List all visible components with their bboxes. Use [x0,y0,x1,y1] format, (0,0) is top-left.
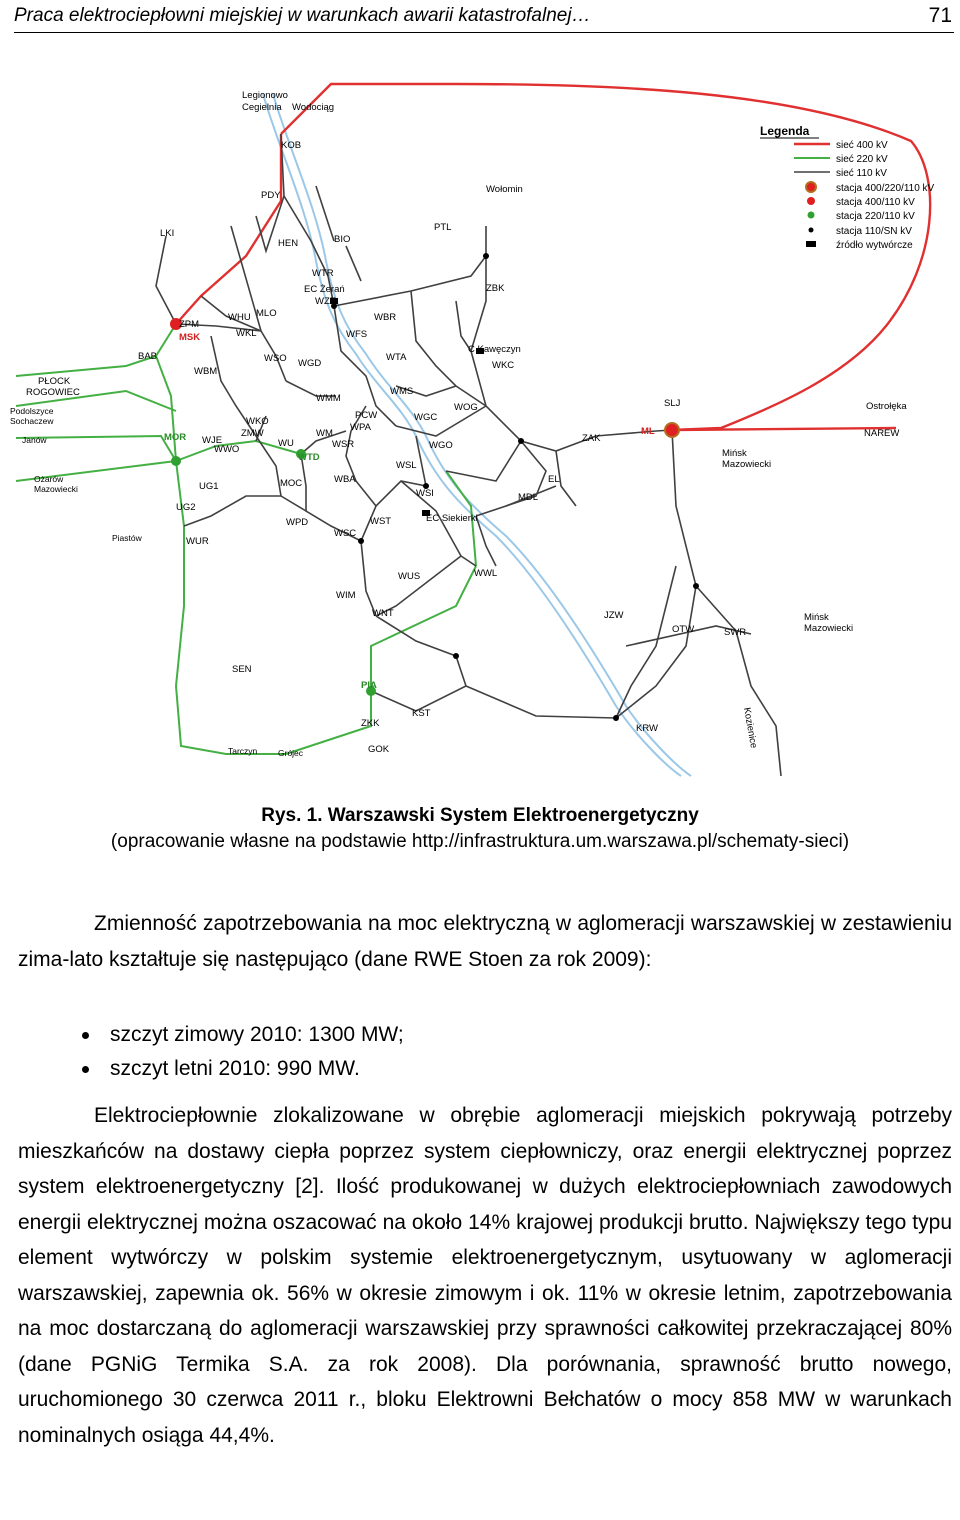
page-number: 71 [928,4,952,27]
label-pia: PIA [361,680,377,691]
label-bab: BAB [138,351,158,362]
label-wwl: WWL [474,568,498,579]
label-wwo: WWO [214,444,240,455]
legend-220kv-label: sieć 220 kV [836,154,888,165]
label-gok: GOK [368,744,390,755]
label-zpm: ZPM [179,319,200,330]
label-wba: WBA [334,474,356,485]
label-wodociag: Wodociąg [292,102,335,113]
bullet-list [78,1018,404,1086]
power-grid-map [10,86,946,776]
label-cegielnia: Cegielnia [242,102,282,113]
label-wus: WUS [398,571,421,582]
label-ozarow: Ożarów [34,474,64,484]
label-wmm: WMM [316,393,341,404]
label-wgo: WGO [429,440,453,451]
label-wtd: WTD [298,452,320,463]
legend-station-400-110-icon [807,197,815,205]
page-header [14,2,954,33]
label-bio: BIO [334,234,351,245]
label-pcw: PCW [355,410,378,421]
label-wze: WZE [315,296,337,307]
label-wtr: WTR [312,268,334,279]
station-110-otw [613,715,619,721]
label-wgd: WGD [298,358,322,369]
label-otw: OTW [672,624,695,635]
legend-title: Legenda [760,124,810,138]
label-wkc: WKC [492,360,515,371]
label-hen: HEN [278,238,299,249]
label-rogowiec: ROGOWIEC [26,387,80,398]
label-legionowo: Legionowo [242,90,288,101]
label-mlo: MLO [256,308,277,319]
body-paragraph-1: Zmienność zapotrzebowania na moc elektryczną w aglomeracji warszawskiej w zestawieniu zima-lato kształtuje się następująco (dane RWE Stoen za rok 2009): [18,912,952,971]
label-moc: MOC [280,478,303,489]
label-zmw: ZMW [241,428,264,439]
label-wbr: WBR [374,312,397,323]
label-wolomin: Wołomin [486,184,523,195]
label-wpd: WPD [286,517,309,528]
label-wur: WUR [186,536,209,547]
legend-station-110-sn-label: stacja 110/SN kV [836,226,912,237]
station-110-mdl [518,438,524,444]
legend-110kv-label: sieć 110 kV [836,168,887,179]
label-wta: WTA [386,352,407,363]
label-piastow: Piastów [112,533,142,543]
label-narew: NAREW [864,428,900,439]
label-mazowiecki: Mazowiecki [34,484,78,494]
label-pdy: PDY [261,190,281,201]
station-110-wnt [453,653,459,659]
label-wso: WSO [264,353,287,364]
label-wgc: WGC [414,412,438,423]
legend-station-220-110-label: stacja 220/110 kV [836,211,915,222]
label-podleszyce: Podolszyce [10,406,54,416]
label-wje: WJE [202,435,223,446]
label-kst: KST [412,708,431,719]
map-labels [10,90,907,758]
label-zkk: ZKK [361,718,380,729]
body-paragraph-2: Elektrociepłownie zlokalizowane w obrębie aglomeracji miejskich pokrywają potrzeby mieszkańców na dostawy ciepła poprzez system ciepłowniczy, oraz energii elektrycznej poprzez system elektroenergetyczny [2]. Ilość produkowanej w dużych elektrociepłowniach zawodowych energii elektrycznej można oszacować na około 14% krajowej produkcji brutto. Największy tego typu element wytwórczy w polskim systemie elektroenergetycznym, usytuowany w aglomeracji warszawskiej, zapewnia ok. 56% w okresie zimowym i ok. 11% w okresie letnim, zapotrzebowania na moc dostarczaną do aglomeracji warszawskiej przy sprawności całkowitej przekraczającej 80% (dane PGNiG Termika S.A. za rok 2008). Dla porównania, sprawność brutto nowego, uruchomionego 30 czerwca 2011 r., bloku Elektrowni Bełchatów o mocy 858 MW w warunkach nominalnych osiąga 44,4%. [18,1104,952,1447]
label-wsr: WSR [332,439,355,450]
label-ec-kaweczyn: C Kawęczyn [468,344,521,355]
legend-station-400-220-icon [806,182,816,192]
map-legend [760,124,935,251]
label-wog: WOG [454,402,478,413]
label-lki: LKI [160,228,175,239]
label-janow: Janów [22,435,47,445]
label-wkl: WKL [236,328,257,339]
label-wsi: WSI [416,488,434,499]
label-mor: MOR [164,432,187,443]
label-el: EL [548,474,560,485]
station-110-wst [358,538,364,544]
label-ec-zeran: EC Żerań [304,284,345,295]
label-zbk: ZBK [486,283,505,294]
label-wim: WIM [336,590,356,601]
label-grojec: Grójec [278,748,304,758]
label-minsk1a: Mińsk [722,448,747,459]
legend-station-110-sn-icon [809,228,814,233]
stations [170,253,699,721]
label-kob: KOB [281,140,302,151]
label-swr: SWR [724,627,747,638]
label-minsk2b: Mazowiecki [804,623,854,634]
label-slj: SLJ [664,398,681,409]
label-wm: WM [316,428,333,439]
bullet-winter-peak: szczyt zimowy 2010: 1300 MW; [78,1018,404,1052]
label-ug1: UG1 [199,481,219,492]
legend-station-400-220-label: stacja 400/220/110 kV [836,183,935,194]
label-minsk2a: Mińsk [804,612,829,623]
station-400-220-ml [665,423,679,437]
figure-caption-title: Rys. 1. Warszawski System Elektroenergetyczny [261,805,699,826]
label-wbm: WBM [194,366,218,377]
label-wst: WST [370,516,392,527]
label-sochaczew: Sochaczew [10,416,54,426]
label-ug2: UG2 [176,502,196,513]
network-110kv [156,134,781,776]
label-kozienice: Kozienice [741,706,760,750]
label-wko: WKO [246,416,269,427]
station-110-wkc [483,253,489,259]
station-110-swr [693,583,699,589]
label-wpa: WPA [350,422,371,433]
label-plock: PŁOCK [38,376,71,387]
network-400kv [176,84,930,430]
label-tarczyn: Tarczyn [228,746,258,756]
label-wfs: WFS [346,329,368,340]
label-zak: ZAK [582,433,601,444]
label-msk: MSK [179,332,201,343]
label-wsl: WSL [396,460,417,471]
label-wsc: WSC [334,528,357,539]
legend-station-400-110-label: stacja 400/110 kV [836,197,915,208]
running-title: Praca elektrociepłowni miejskiej w warunkach awarii katastrofalnej… [14,5,591,26]
legend-source-label: źródło wytwórcze [836,240,913,251]
label-wnt: WNT [372,608,394,619]
label-mdl: MDL [518,492,539,503]
station-220-mor [171,456,181,466]
label-ec-siekierki: EC Siekierki [426,513,478,524]
legend-source-icon [806,241,816,247]
label-ostroleka: Ostrołęka [866,401,907,412]
label-sen: SEN [232,664,252,675]
label-wu2: WU [278,438,294,449]
bullet-summer-peak: szczyt letni 2010: 990 MW. [78,1052,404,1086]
label-jzw: JZW [604,610,624,621]
label-whu: WHU [228,312,251,323]
figure-caption-source: (opracowanie własne na podstawie http://infrastruktura.um.warszawa.pl/schematy-sieci) [110,831,850,852]
label-krw: KRW [636,723,658,734]
label-minsk1b: Mazowiecki [722,459,772,470]
label-ptl: PTL [434,222,452,233]
legend-400kv-label: sieć 400 kV [836,140,888,151]
label-ml: ML [641,426,655,437]
label-wms: WMS [390,386,414,397]
legend-station-220-110-icon [808,212,815,219]
